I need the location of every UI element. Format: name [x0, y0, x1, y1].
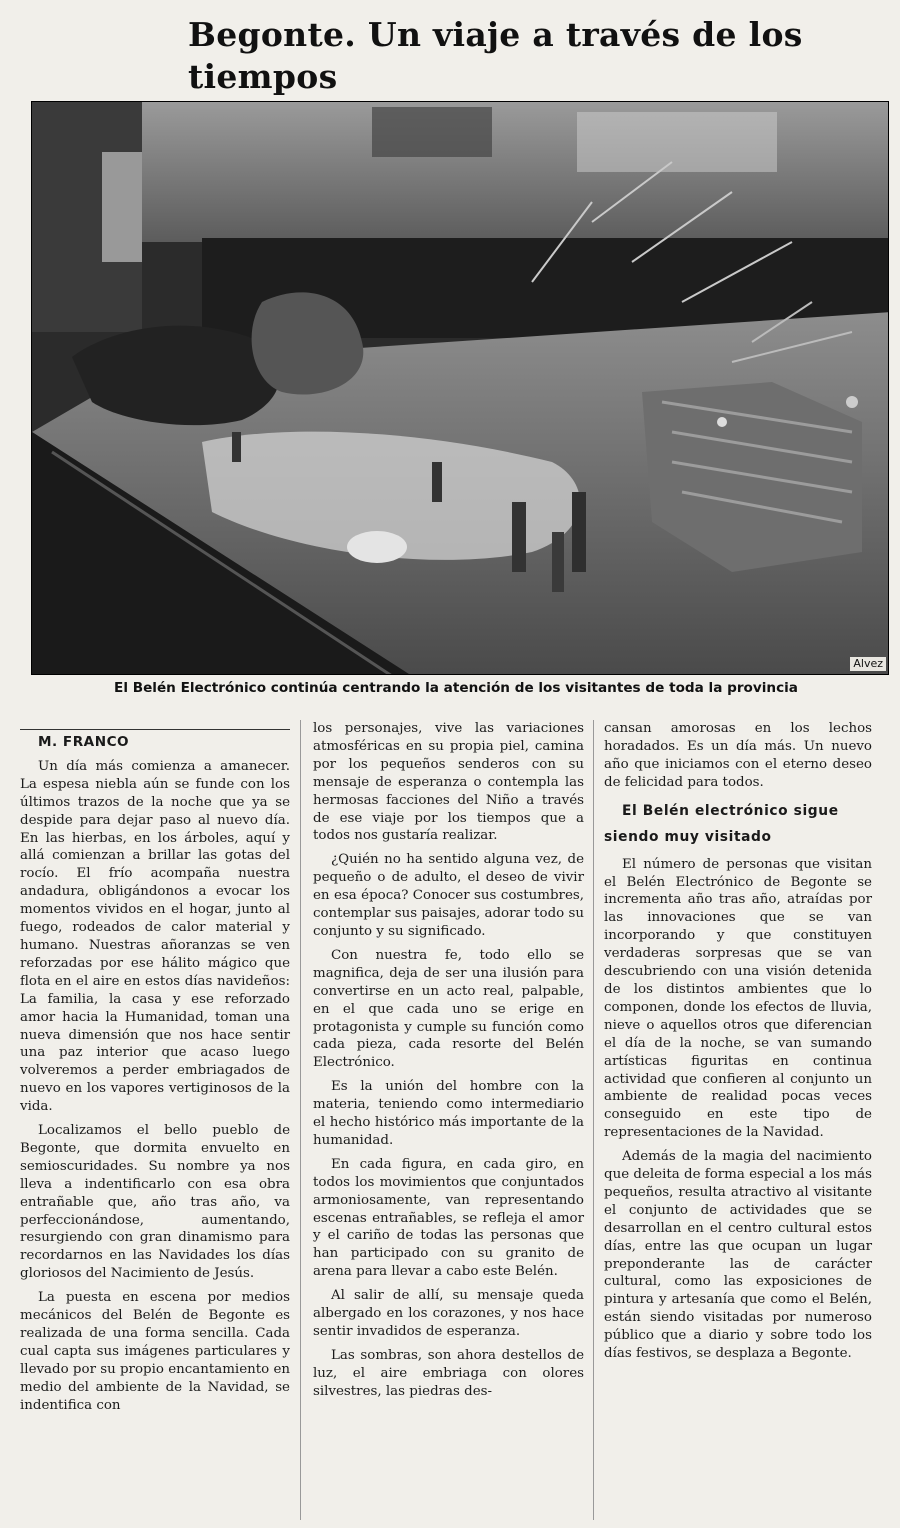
paragraph: Con nuestra fe, todo ello se magnifica, deja de ser una ilusión para convertirse en un acto real, palpable, en el que cada uno se erige en protagonista y cumple su función como cada pieza, cada resorte del Belén Electrónico.	[313, 947, 584, 1071]
paragraph: los personajes, vive las variaciones atmosféricas en su propia piel, camina por los pequeños senderos con su mensaje de esperanza o contempla las hermosas facciones del Niño a través de ese viaje por los tiempos que a todos nos gustaría realizar.	[313, 721, 584, 844]
photo-caption: El Belén Electrónico continúa centrando la atención de los visitantes de toda la provincia	[114, 680, 798, 696]
paragraph: Localizamos el bello pueblo de Begonte, que dormita envuelto en semioscuridades. Su nombre ya nos lleva a indentificarlo con esa obra entrañable que, año tras año, va perfeccionándose, aumentando, resurgiendo con gran dinamismo para recordarnos en las Navidades los días gloriosos del Nacimiento de Jesús.	[20, 1123, 290, 1282]
paragraph: Un día más comienza a amanecer. La espesa niebla aún se funde con los últimos trazos de la noche que ya se despide para dejar paso al nuevo día. En las hierbas, en los árboles, aquí y allá comienzan a brillar las gotas del rocío. El frío acompaña nuestra andadura, obligándonos a evocar los momentos vividos en el hogar, junto al fuego, rodeados de calor material y humano. Nuestras añoranzas se ven reforzadas por ese hálito mágico que flota en el aire en estos días navideños: La familia, la casa y ese reforzado amor hacia la Humanidad, toman una nueva dimensión que nos hace sentir una paz interior que acaso luego volveremos a perder embriagados de nuevo en los vapores vertiginosos de la vida.	[20, 758, 290, 1115]
paragraph: ¿Quién no ha sentido alguna vez, de pequeño o de adulto, el deseo de vivir en esa época? Conocer sus costumbres, contemplar sus paisajes, adorar todo su conjunto y su significado.	[313, 852, 584, 939]
paragraph: Además de la magia del nacimiento que deleita de forma especial a los más pequeños, resulta atractivo al visitante el conjunto de actividades que se desarrollan en el centro cultural estos días, entre las que ocupan un lugar preponderante las de carácter cultural, como las exposiciones de pintura y artesanía que como el Belén, están siendo visitadas por numeroso público que a diario y sobre todo los días festivos, se desplaza a Begonte.	[604, 1149, 872, 1362]
paragraph: El número de personas que visitan el Belén Electrónico de Begonte se incrementa año tras año, atraídas por las innovaciones que se van incorporando y que constituyen verdaderas sorpresas que se van descubriendo con una visión detenida de los distintos ambientes que lo componen, donde los efectos de lluvia, nieve o aquellos otros que diferencian el día de la noche, se van sumando artísticas figuritas en continua actividad que confieren al conjunto un ambiente de realidad pocas veces conseguido en este tipo de representaciones de la Navidad.	[604, 856, 872, 1141]
paragraph: cansan amorosas en los lechos horadados. Es un día más. Un nuevo año que iniciamos con el eterno deseo de felicidad para todos.	[604, 721, 872, 790]
byline: M. FRANCO	[38, 734, 130, 750]
column-divider	[300, 720, 301, 1520]
paragraph: Al salir de allí, su mensaje queda albergado en los corazones, y nos hace sentir invadidos de esperanza.	[313, 1288, 584, 1339]
paragraph: Las sombras, son ahora destellos de luz, el aire embriaga con olores silvestres, las piedras des-	[313, 1347, 584, 1399]
nativity-scene-photo	[31, 101, 889, 675]
photo-credit: Alvez	[850, 657, 886, 671]
article-column-1	[20, 729, 290, 1421]
article-column-3	[604, 720, 872, 1369]
article-column-2	[313, 720, 584, 1407]
column-divider	[593, 720, 594, 1520]
photo-illustration	[32, 102, 889, 675]
paragraph: La puesta en escena por medios mecánicos del Belén de Begonte es realizada de una forma sencilla. Cada cual capta sus imágenes particulares y llevado por su propio encantamiento en medio del ambiente de la Navidad, se indentifica con	[20, 1290, 290, 1413]
subheading: El Belén electrónico sigue siendo muy visitado	[604, 802, 839, 845]
headline: Begonte. Un viaje a través de los tiempos	[188, 15, 803, 96]
byline-rule	[20, 729, 290, 730]
paragraph: Es la unión del hombre con la materia, teniendo como intermediario el hecho histórico más importante de la humanidad.	[313, 1079, 584, 1148]
paragraph: En cada figura, en cada giro, en todos los movimientos que conjuntados armoniosamente, van representando escenas entrañables, se refleja el amor y el cariño de todas las personas que han participado con su granito de arena para llevar a cabo este Belén.	[313, 1156, 584, 1280]
